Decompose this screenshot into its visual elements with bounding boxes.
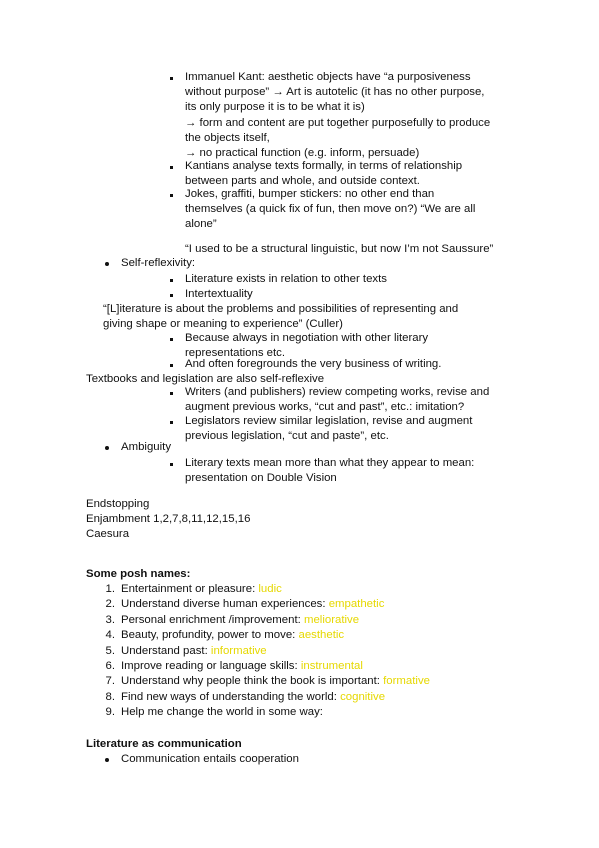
posh-item-number: 4. [105, 629, 115, 641]
posh-item-term: formative [383, 675, 430, 687]
foregrounds-line: And often foregrounds the very business of writing. [185, 358, 442, 370]
posh-item [121, 674, 430, 690]
writers-line-2: augment previous works, “cut and past”, etc.: imitation? [185, 401, 465, 413]
posh-item-text: Understand past: [121, 645, 211, 657]
square-bullet-icon [170, 463, 173, 466]
jokes-line-3: alone” [185, 218, 217, 230]
communication-heading: Literature as communication [86, 738, 242, 750]
ambiguity-heading: Ambiguity [121, 441, 172, 453]
posh-item-term: meliorative [303, 614, 360, 626]
posh-item-number: 6. [105, 660, 115, 672]
kant-line-6: → no practical function (e.g. inform, persuade) [185, 147, 420, 159]
posh-item-text: Understand why people think the book is important: [121, 675, 384, 687]
posh-item-text: Help me change the world in some way: [121, 706, 323, 718]
kant-line-3: its only purpose it is to be what it is) [185, 101, 365, 113]
kantians-line-1: Kantians analyse texts formally, in terms of relationship [185, 160, 463, 172]
culler-quote-line-2: giving shape or meaning to experience” (Culler) [103, 318, 343, 330]
posh-item [121, 628, 344, 644]
square-bullet-icon [170, 77, 173, 80]
posh-item-term: empathetic [328, 598, 385, 610]
self-reflexivity-item-2: Intertextuality [185, 288, 253, 300]
jokes-line-1: Jokes, graffiti, bumper stickers: no other end than [185, 188, 435, 200]
posh-item [121, 582, 282, 598]
kantians-line-2: between parts and whole, and outside context. [185, 175, 420, 187]
posh-item-number: 7. [105, 675, 115, 687]
posh-item [121, 705, 323, 721]
round-bullet-icon [105, 758, 109, 762]
posh-item-term: ludic [258, 583, 282, 595]
posh-names-heading: Some posh names: [86, 568, 191, 580]
because-line-2: representations etc. [185, 347, 286, 359]
round-bullet-icon [105, 262, 109, 266]
posh-item-text: Personal enrichment /improvement: [121, 614, 304, 626]
square-bullet-icon [170, 294, 173, 297]
because-line-1: Because always in negotiation with other literary [185, 332, 429, 344]
posh-item-number: 5. [105, 645, 115, 657]
posh-item-term: informative [210, 645, 267, 657]
jokes-line-2: themselves (a quick fix of fun, then move on?) “We are all [185, 203, 476, 215]
kant-line-2: without purpose” → Art is autotelic (it has no other purpose, [185, 86, 485, 98]
round-bullet-icon [105, 446, 109, 450]
legislators-line-2: previous legislation, “cut and paste”, etc. [185, 430, 389, 442]
posh-item-text: Understand diverse human experiences: [121, 598, 329, 610]
ambiguity-line-2: presentation on Double Vision [185, 472, 337, 484]
posh-item-text: Improve reading or language skills: [121, 660, 301, 672]
square-bullet-icon [170, 166, 173, 169]
writers-line-1: Writers (and publishers) review competing works, revise and [185, 386, 490, 398]
enjambment-term: Enjambment 1,2,7,8,11,12,15,16 [86, 513, 251, 525]
kant-line-1: Immanuel Kant: aesthetic objects have “a purposiveness [185, 71, 471, 83]
posh-item-text: Beauty, profundity, power to move: [121, 629, 299, 641]
ambiguity-line-1: Literary texts mean more than what they appear to mean: [185, 457, 475, 469]
posh-item [121, 659, 363, 675]
caesura-term: Caesura [86, 528, 130, 540]
posh-item-number: 9. [105, 706, 115, 718]
culler-quote-line-1: “[L]iterature is about the problems and possibilities of representing and [103, 303, 459, 315]
posh-item-text: Find new ways of understanding the world: [121, 691, 341, 703]
square-bullet-icon [170, 338, 173, 341]
square-bullet-icon [170, 392, 173, 395]
kant-line-5: the objects itself, [185, 132, 270, 144]
endstopping-term: Endstopping [86, 498, 150, 510]
legislators-line-1: Legislators review similar legislation, revise and augment [185, 415, 473, 427]
posh-item [121, 644, 267, 660]
posh-item-number: 8. [105, 691, 115, 703]
square-bullet-icon [170, 279, 173, 282]
posh-item-number: 3. [105, 614, 115, 626]
square-bullet-icon [170, 194, 173, 197]
communication-item-1: Communication entails cooperation [121, 753, 299, 765]
self-reflexivity-heading: Self-reflexivity: [121, 257, 196, 269]
posh-item-text: Entertainment or pleasure: [121, 583, 259, 595]
posh-item-number: 2. [105, 598, 115, 610]
posh-item [121, 690, 385, 706]
kant-line-4: → form and content are put together purposefully to produce [185, 117, 491, 129]
posh-item-number: 1. [105, 583, 115, 595]
saussure-quote: “I used to be a structural linguistic, but now I’m not Saussure” [185, 243, 494, 255]
square-bullet-icon [170, 364, 173, 367]
posh-item [121, 613, 359, 629]
posh-item-term: instrumental [300, 660, 363, 672]
posh-item-term: cognitive [340, 691, 386, 703]
self-reflexivity-item-1: Literature exists in relation to other texts [185, 273, 387, 285]
textbooks-line: Textbooks and legislation are also self-reflexive [86, 373, 325, 385]
posh-item [121, 597, 384, 613]
square-bullet-icon [170, 421, 173, 424]
posh-item-term: aesthetic [298, 629, 345, 641]
